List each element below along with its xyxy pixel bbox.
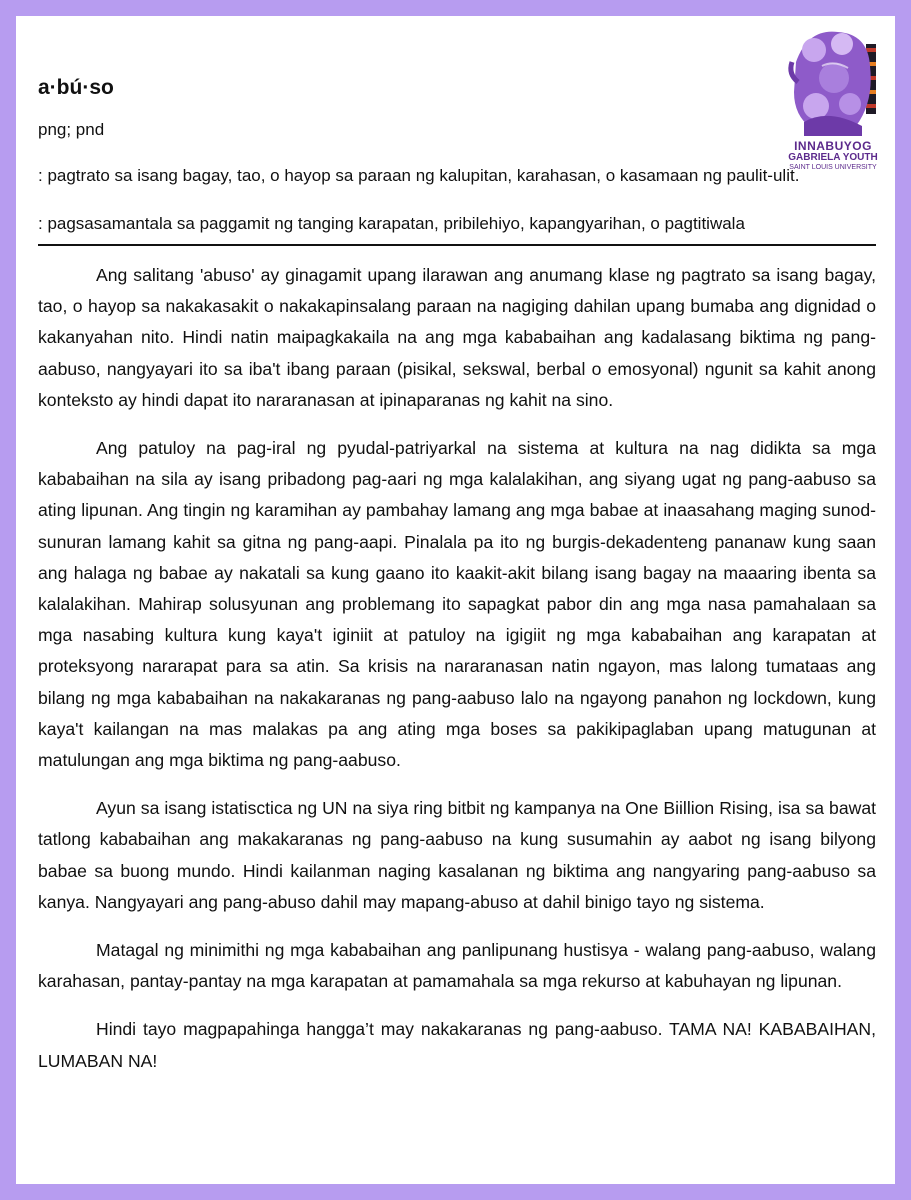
innabuyog-gabriela-youth-logo: [778, 22, 888, 172]
paragraph-5: Hindi tayo magpapahinga hangga’t may nakakaranas ng pang-aabuso. TAMA NA! KABABAIHAN, LUMABAN NA!: [38, 1019, 876, 1071]
definition-1: : pagtrato sa isang bagay, tao, o hayop sa paraan ng kalupitan, karahasan, o kasamaan ng paulit-ulit.: [38, 166, 800, 185]
logo-title: INNABUYOG: [794, 139, 872, 153]
logo-subtitle: GABRIELA YOUTH: [788, 152, 878, 163]
women-figures-emblem-icon: [778, 22, 888, 140]
document-page: [16, 16, 895, 1184]
paragraph-4: Matagal ng minimithi ng mga kababaihan ang panlipunang hustisya - walang pang-aabuso, walang karahasan, pantay-pantay na mga karapatan at pamamahala sa mga rekurso at kabuhayan ng lipunan.: [38, 940, 876, 992]
logo-university: SAINT LOUIS UNIVERSITY: [789, 164, 877, 171]
paragraph-3: Ayun sa isang istatisctica ng UN na siya ring bitbit ng kampanya na One Biillion Rising, isa sa bawat tatlong kababaihan ang makakaranas ng pang-aabuso na kung susumahin ay aabot ng isang bilyong babae sa buong mundo. Hindi kailanman naging kasalanan ng biktima ang nangyaring pang-aabuso sa kanya. Nangyayari ang pang-abuso dahil may mapang-abuso at dahil binigo tayo ng sistema.: [38, 798, 876, 912]
paragraph-2: Ang patuloy na pag-iral ng pyudal-patriyarkal na sistema at kultura na nag didikta sa mga kababaihan na sila ay isang pribadong pag-aari ng mga kalalakihan, ang siyang ugat ng pang-aabuso sa ating lipunan. Ang tingin ng karamihan ay pambahay lamang ang mga babae at inaasahang maging sunod-sunuran lamang kahit sa gitna ng pang-aapi. Pinalala pa ito ng burgis-dekadenteng pananaw kung saan ang halaga ng babae ay nakatali sa kung gaano ito kaakit-akit bilang isang bagay na maaaring ibenta sa kalalakihan. Mahirap solusyunan ang problemang ito sapagkat pabor din ang mga nasa pamahalaan sa mga nasabing kultura kung kaya't iginiit at patuloy na igigiit ng mga kababaihan ang karapatan at proteksyong nararapat para sa atin. Sa krisis na nararanasan natin ngayon, mas lalong tumataas ang bilang ng mga kababaihan na nakakaranas ng pang-aabuso lalo na ngayong panahon ng lockdown, kung kaya't kailangan na mas malakas pa ang ating mga boses sa pakikipaglaban upang matugunan at matulungan ang mga biktima ng pang-aabuso.: [38, 438, 876, 771]
essay-body: [38, 260, 876, 1094]
dictionary-headword: a·bú·so: [38, 76, 114, 99]
part-of-speech: png; pnd: [38, 120, 105, 139]
paragraph-1: Ang salitang 'abuso' ay ginagamit upang ilarawan ang anumang klase ng pagtrato sa isang bagay, tao, o hayop sa nakakasakit o nakakapinsalang paraan na nagiging dahilan upang bumaba ang dignidad o kakanyahan nito. Hindi natin maipagkakaila na ang mga kababaihan ang kadalasang biktima ng pang-aabuso, nangyayari ito sa iba't ibang paraan (pisikal, sekswal, berbal o emosyonal) ngunit sa kahit anong konteksto ay hindi dapat ito nararanasan at ipinaparanas ng kahit na sino.: [38, 265, 876, 410]
definition-2: : pagsasamantala sa paggamit ng tanging karapatan, pribilehiyo, kapangyarihan, o pagtitiwala: [38, 214, 745, 233]
divider-line: [38, 244, 876, 246]
